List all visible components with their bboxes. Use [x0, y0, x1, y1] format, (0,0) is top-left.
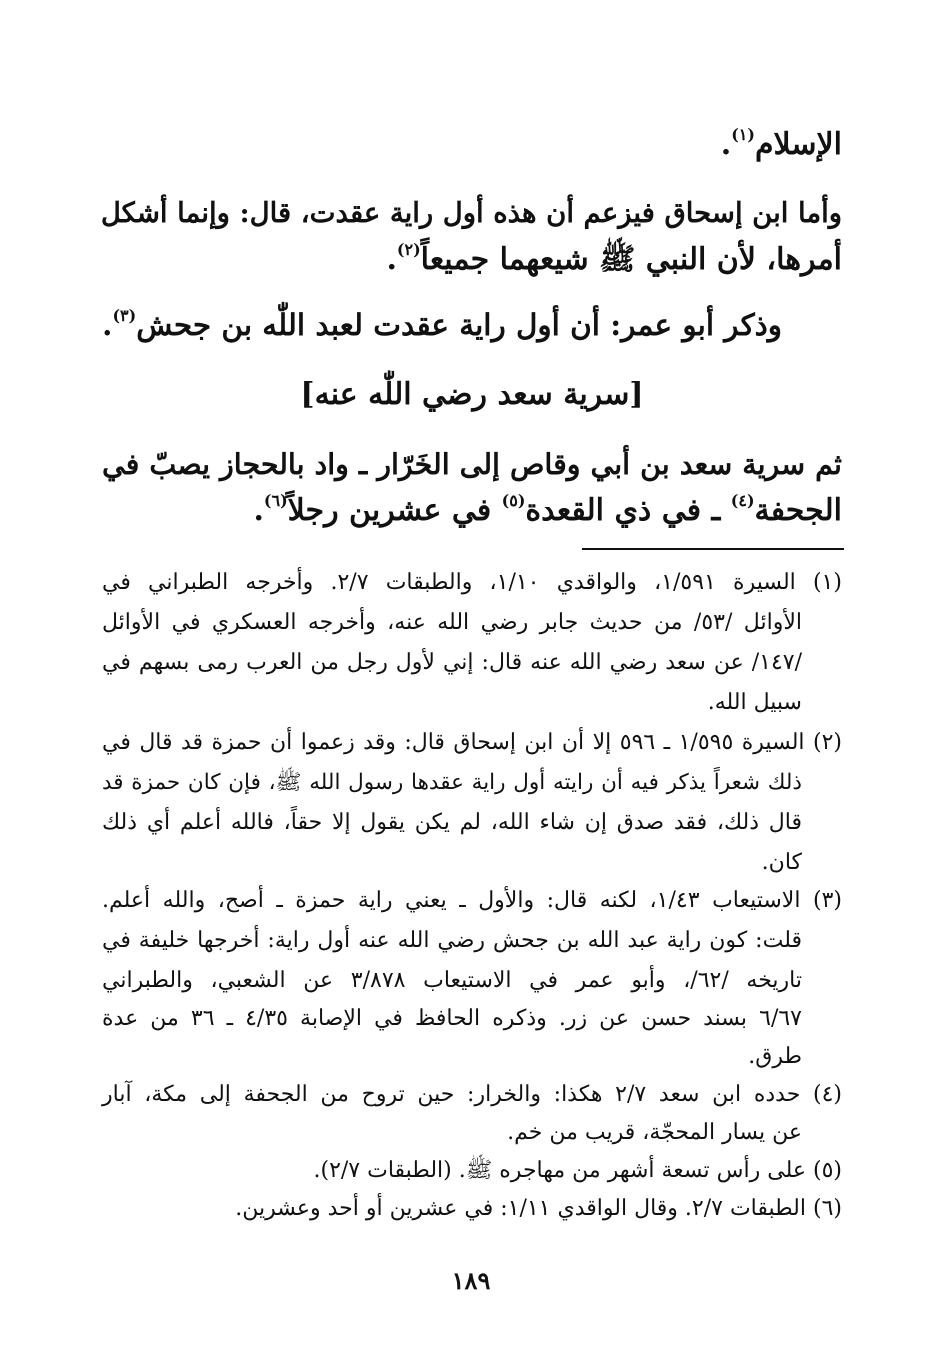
footnote-text: (١) السيرة ١/٥٩١، والواقدي ١/١٠، والطبقات ٢/٧. وأخرجه الطبراني في: [102, 570, 842, 595]
page-number: ١٨٩: [451, 1266, 491, 1295]
body-text: أمرها، لأن النبي ﷺ شيعهما جميعاً: [420, 242, 842, 277]
footnote-text: (٤) حدده ابن سعد ٢/٧ هكذا: والخرار: حين تروح من الجحفة إلى مكة، آبار: [102, 1082, 842, 1107]
footnote-ref-2: (٢): [396, 240, 421, 259]
punctuation: .: [720, 127, 732, 162]
footnote-text: ذلك شعراً يذكر فيه أن رايته أول راية عقدها رسول الله ﷺ، فإن كان حمزة قد: [102, 770, 802, 795]
footnote-1-line-3: [102, 652, 802, 674]
footnote-1-line-4: [102, 692, 802, 714]
footnote-2-line-2: [102, 772, 802, 794]
footnote-3-line-3: [102, 970, 802, 992]
footnote-ref-6: (٦): [263, 491, 288, 510]
footnote-4-line-2: [102, 1122, 802, 1144]
footnote-text: (٣) الاستيعاب ١/٤٣، لكنه قال: والأول ـ يعني راية حمزة ـ أصح، والله أعلم.: [102, 888, 842, 913]
footnote-text: عن يسار المحجّة، قريب من خم.: [507, 1120, 802, 1145]
footnote-3-line-1: [102, 890, 842, 912]
footnote-text: الأوائل /٥٣/ من حديث جابر رضي الله عنه، وأخرجه العسكري في الأوائل: [102, 610, 802, 635]
footnote-2-line-1: [102, 732, 842, 754]
footnote-text: كان.: [761, 850, 802, 875]
footnote-text: طرق.: [748, 1044, 802, 1069]
footnote-1-line-2: [102, 612, 802, 634]
footnote-ref-5: (٥): [501, 491, 526, 510]
footnote-2-line-3: [102, 812, 802, 834]
punctuation: .: [102, 307, 113, 342]
footnote-text: (٦) الطبقات ٢/٧. وقال الواقدي ١/١١: في عشرين أو أحد وعشرين.: [235, 1196, 842, 1221]
body-text: الإسلام: [754, 127, 842, 162]
body-text: ـ في ذي القعدة: [525, 493, 721, 528]
body-line-6: [102, 491, 842, 528]
footnote-3-line-5: [102, 1046, 802, 1068]
body-text: وأما ابن إسحاق فيزعم أن هذه أول راية عقدت، قال: وإنما أشكل: [100, 197, 842, 229]
footnote-1-line-1: [102, 572, 842, 594]
footnote-ref-1: (١): [731, 125, 755, 144]
body-text: في عشرين رجلاً: [287, 493, 492, 528]
footnote-ref-3: (٣): [112, 306, 137, 325]
footnote-5-line-1: [102, 1160, 842, 1182]
footnote-text: قلت: كون راية عبد الله بن جحش رضي الله عنه أول راية: أخرجها خليفة في: [102, 928, 802, 953]
footnote-text: (٢) السيرة ١/٥٩٥ ـ ٥٩٦ إلا أن ابن إسحاق قال: وقد زعموا أن حمزة قد قال في: [102, 730, 842, 755]
body-line-3: [102, 240, 842, 277]
footnote-text: قال ذلك، فقد صدق إن شاء الله، لم يكن يقول إلا حقاً، فالله أعلم أي ذلك: [102, 810, 802, 835]
body-line-5: [102, 447, 842, 481]
footnote-text: ٦/٦٧ بسند حسن عن زر. وذكره الحافظ في الإصابة ٤/٣٥ ـ ٣٦ من عدة: [102, 1006, 802, 1031]
footnote-3-line-4: [102, 1008, 802, 1030]
footnote-text: (٥) على رأس تسعة أشهر من مهاجره ﷺ. (الطبقات ٢/٧).: [313, 1158, 842, 1183]
punctuation: .: [386, 242, 397, 277]
punctuation: .: [253, 493, 264, 528]
body-line-1: [102, 125, 842, 162]
footnote-3-line-2: [102, 930, 802, 952]
footnote-text: سبيل الله.: [707, 690, 802, 715]
footnote-ref-4: (٤): [730, 491, 755, 510]
body-line-2: [100, 197, 842, 229]
footnote-text: تاريخه /٦٢/، وأبو عمر في الاستيعاب ٣/٨٧٨ عن الشعبي، والطبراني: [102, 968, 802, 993]
body-line-4: [102, 306, 782, 342]
body-text: الجحفة: [754, 493, 842, 528]
footnote-4-line-1: [102, 1084, 842, 1106]
section-heading: [102, 377, 842, 412]
body-text: وذكر أبو عمر: أن أول راية عقدت لعبد اللّٰه بن جحش: [136, 307, 782, 342]
footnote-text: /١٤٧/ عن سعد رضي الله عنه قال: إني لأول رجل من العرب رمى بسهم في: [102, 650, 802, 675]
footnote-6-line-1: [102, 1198, 842, 1220]
footnote-separator: [582, 548, 844, 550]
footnote-2-line-4: [102, 852, 802, 874]
body-text: ثم سرية سعد بن أبي وقاص إلى الخَرّار ـ واد بالحجاز يصبّ في: [102, 447, 842, 481]
heading-text: [سرية سعد رضي اللّٰه عنه]: [300, 377, 644, 412]
